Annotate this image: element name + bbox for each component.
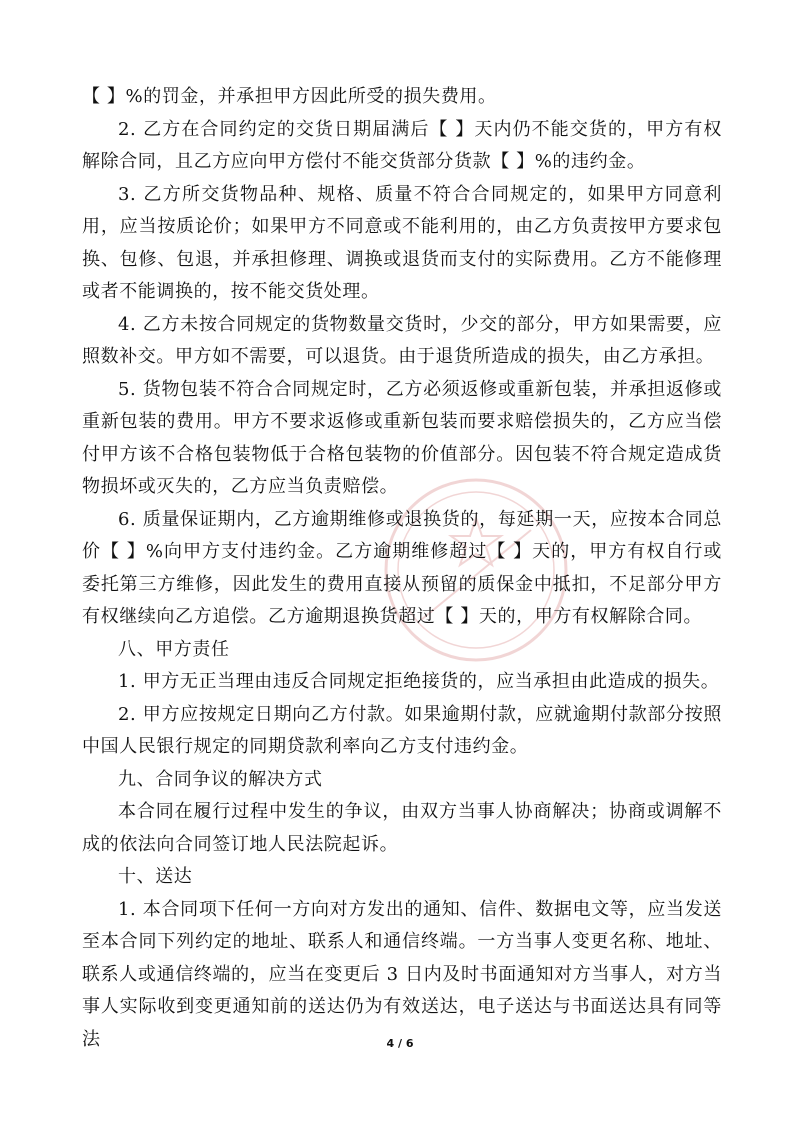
clause-item: 本合同在履行过程中发生的争议，由双方当事人协商解决；协商或调解不成的依法向合同签订地人民法院起诉。 [82,801,722,855]
section-heading: 九、合同争议的解决方式 [118,768,323,790]
clause-item: 4. 乙方未按合同规定的货物数量交货时，少交的部分，甲方如果需要，应照数补交。甲方如不需要，可以退货。由于退货所造成的损失，由乙方承担。 [82,313,722,367]
clause-item: 1. 甲方无正当理由违反合同规定拒绝接货的，应当承担由此造成的损失。 [118,671,720,692]
clause-item: 2. 乙方在合同约定的交货日期届满后【 】天内仍不能交货的，甲方有权解除合同，且乙方应向甲方偿付不能交货部分货款【 】%的违约金。 [82,118,722,172]
clause-item: 1. 本合同项下任何一方向对方发出的通知、信件、数据电文等，应当发送至本合同下列约定的地址、联系人和通信终端。一方当事人变更名称、地址、联系人或通信终端的，应当在变更后 3 日内及时书面通知对方当事人，对方当事人实际收到变更通知前的送达仍为有效送达，电子送达与书面送达具有同等法 [82,898,722,1050]
paragraph-continuation: 【 】%的罚金，并承担甲方因此所受的损失费用。 [82,86,497,107]
section-heading: 八、甲方责任 [118,638,230,660]
clause-item: 2. 甲方应按规定日期向乙方付款。如果逾期付款，应就逾期付款部分按照中国人民银行规定的同期贷款利率向乙方支付违约金。 [82,703,722,757]
section-heading: 十、送达 [118,866,193,887]
clause-item: 5. 货物包装不符合合同规定时，乙方必须返修或重新包装，并承担返修或重新包装的费用。甲方不要求返修或重新包装而要求赔偿损失的，乙方应当偿付甲方该不合格包装物低于合格包装物的价值部分。因包装不符合规定造成货物损坏或灭失的，乙方应当负责赔偿。 [82,378,722,497]
page-number: 4 / 6 [386,1037,414,1050]
clause-item: 6. 质量保证期内，乙方逾期维修或退换货的，每延期一天，应按本合同总价【 】%向甲方支付违约金。乙方逾期维修超过【 】天的，甲方有权自行或委托第三方维修，因此发生的费用直接从预留的质保金中抵扣，不足部分甲方有权继续向乙方追偿。乙方逾期退换货超过【 】天的，甲方有权解除合同。 [82,508,722,627]
clause-item: 3. 乙方所交货物品种、规格、质量不符合合同规定的，如果甲方同意利用，应当按质论价；如果甲方不同意或不能利用的，由乙方负责按甲方要求包换、包修、包退，并承担修理、调换或退货而支付的实际费用。乙方不能修理或者不能调换的，按不能交货处理。 [82,183,722,302]
document-body [82,81,722,1056]
